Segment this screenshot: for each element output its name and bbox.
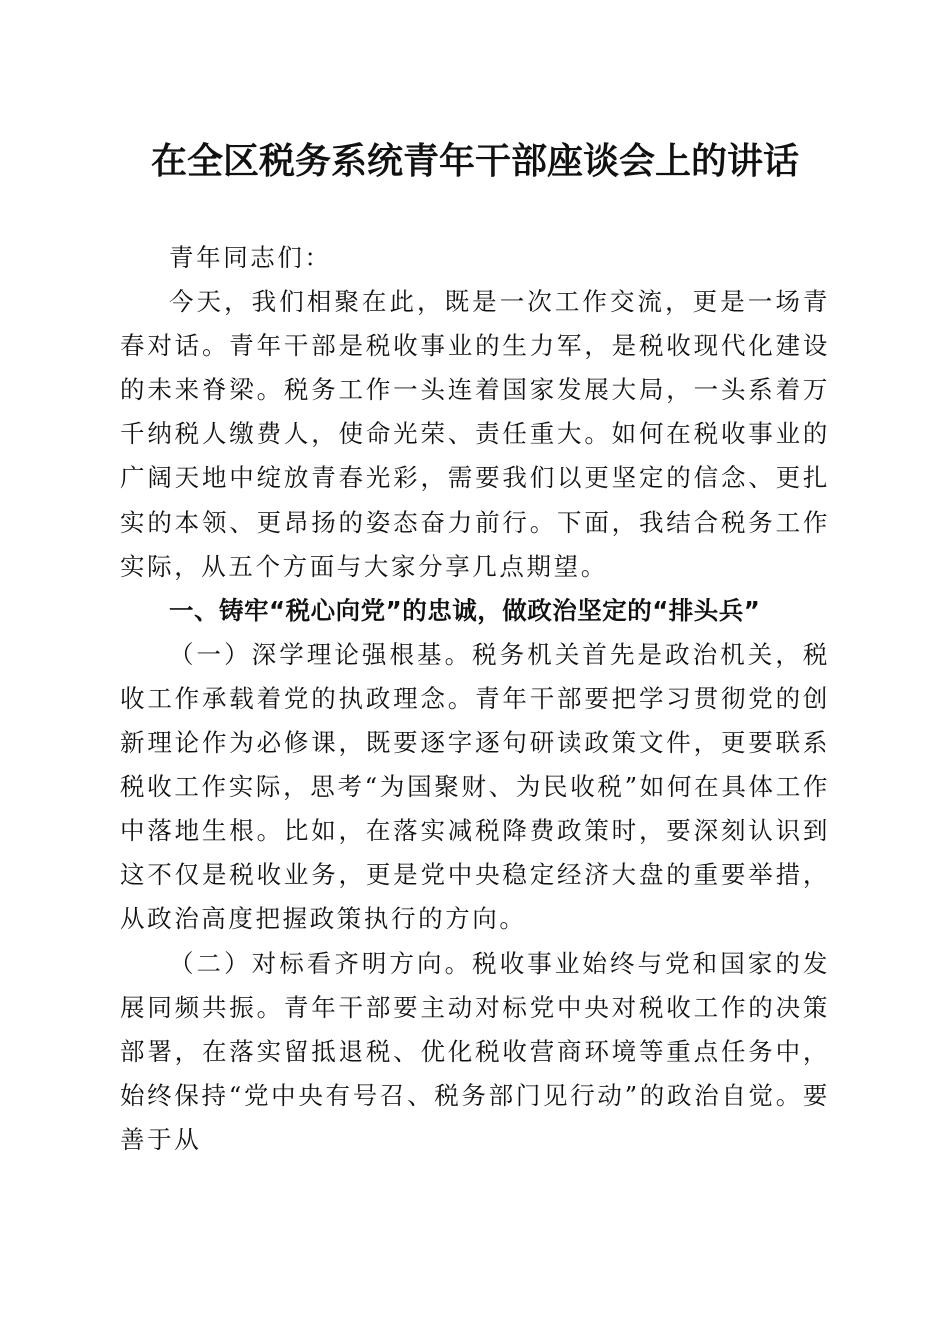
point-2-lead: （二）对标看齐明方向。	[169, 948, 473, 978]
document-body	[120, 236, 830, 1162]
salutation: 青年同志们：	[169, 243, 332, 272]
point-1-lead: （一）深学理论强根基。	[169, 639, 473, 669]
point-2-paragraph	[120, 942, 830, 1162]
point-2-text: 税收事业始终与党和国家的发展同频共振。青年干部要主动对标党中央对税收工作的决策部署，在落实留抵退税、优化税收营商环境等重点任务中，始终保持“党中央有号召、税务部门见行动”的政治自觉。要善于从	[120, 948, 830, 1154]
point-1-text: 税务机关首先是政治机关，税收工作承载着党的执政理念。青年干部要把学习贯彻党的创新理论作为必修课，既要逐字逐句研读政策文件，更要联系税收工作实际，思考“为国聚财、为民收税”如何在具体工作中落地生根。比如，在落实减税降费政策时，要深刻认识到这不仅是税收业务，更是党中央稳定经济大盘的重要举措，从政治高度把握政策执行的方向。	[120, 639, 830, 934]
document-title: 在全区税务系统青年干部座谈会上的讲话	[150, 140, 799, 182]
point-1-paragraph	[120, 633, 830, 942]
intro-paragraph: 今天，我们相聚在此，既是一次工作交流，更是一场青春对话。青年干部是税收事业的生力军，是税收现代化建设的未来脊梁。税务工作一头连着国家发展大局，一头系着万千纳税人缴费人，使命光荣、责任重大。如何在税收事业的广阔天地中绽放青春光彩，需要我们以更坚定的信念、更扎实的本领、更昂扬的姿态奋力前行。下面，我结合税务工作实际，从五个方面与大家分享几点期望。	[120, 287, 830, 581]
section-heading-1: 一、铸牢“税心向党”的忠诚，做政治坚定的“排头兵”	[169, 595, 761, 625]
